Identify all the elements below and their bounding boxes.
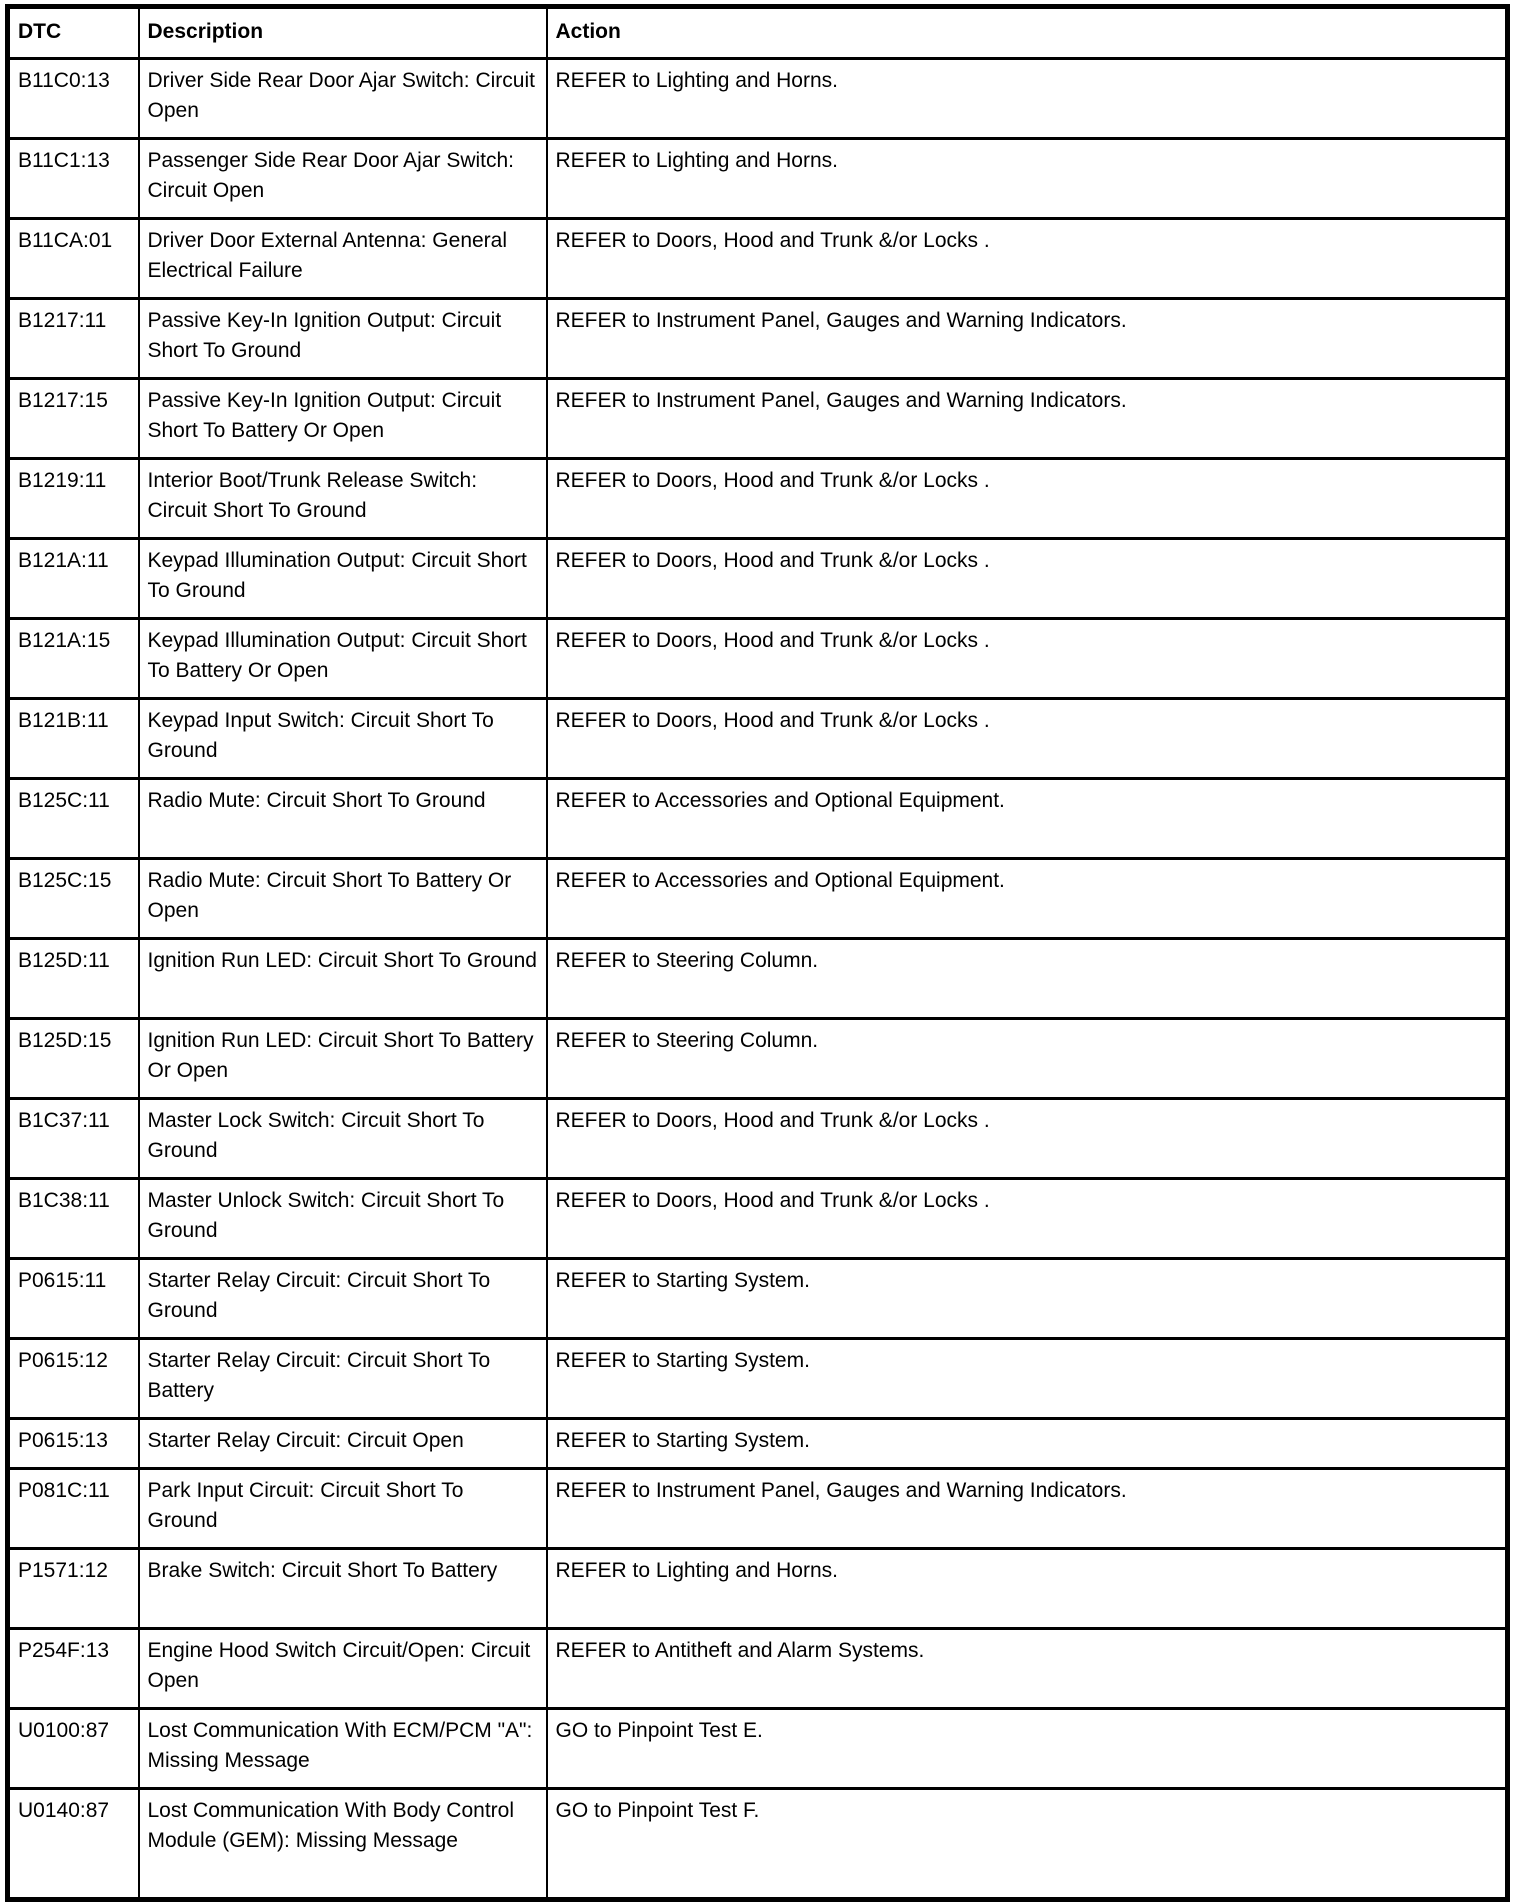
cell-description: Interior Boot/Trunk Release Switch: Circuit Short To Ground: [139, 459, 547, 539]
table-row: [8, 1339, 1508, 1419]
cell-action: REFER to Doors, Hood and Trunk &/or Locks .: [547, 459, 1508, 539]
cell-description: Keypad Illumination Output: Circuit Short To Ground: [139, 539, 547, 619]
cell-description: Passenger Side Rear Door Ajar Switch: Circuit Open: [139, 139, 547, 219]
cell-action: REFER to Accessories and Optional Equipment.: [547, 779, 1508, 859]
cell-description: Lost Communication With Body Control Module (GEM): Missing Message: [139, 1789, 547, 1900]
cell-dtc: B1C38:11: [8, 1179, 139, 1259]
table-row: [8, 539, 1508, 619]
cell-dtc: P1571:12: [8, 1549, 139, 1629]
table-row: [8, 939, 1508, 1019]
cell-dtc: B125C:15: [8, 859, 139, 939]
cell-dtc: B11C1:13: [8, 139, 139, 219]
table-row: [8, 1629, 1508, 1709]
cell-action: REFER to Accessories and Optional Equipment.: [547, 859, 1508, 939]
cell-dtc: B125D:15: [8, 1019, 139, 1099]
cell-description: Radio Mute: Circuit Short To Ground: [139, 779, 547, 859]
cell-dtc: B1217:15: [8, 379, 139, 459]
cell-action: REFER to Doors, Hood and Trunk &/or Locks .: [547, 699, 1508, 779]
cell-action: REFER to Instrument Panel, Gauges and Warning Indicators.: [547, 299, 1508, 379]
cell-description: Passive Key-In Ignition Output: Circuit Short To Battery Or Open: [139, 379, 547, 459]
cell-dtc: P0615:13: [8, 1419, 139, 1469]
cell-description: Driver Side Rear Door Ajar Switch: Circuit Open: [139, 59, 547, 139]
table-row: [8, 1469, 1508, 1549]
cell-action: REFER to Doors, Hood and Trunk &/or Locks .: [547, 1099, 1508, 1179]
cell-description: Ignition Run LED: Circuit Short To Battery Or Open: [139, 1019, 547, 1099]
table-row: [8, 619, 1508, 699]
table-row: [8, 1019, 1508, 1099]
cell-action: REFER to Lighting and Horns.: [547, 1549, 1508, 1629]
cell-action: REFER to Starting System.: [547, 1259, 1508, 1339]
cell-dtc: P0615:12: [8, 1339, 139, 1419]
cell-action: REFER to Steering Column.: [547, 939, 1508, 1019]
cell-action: REFER to Lighting and Horns.: [547, 59, 1508, 139]
table-row: [8, 379, 1508, 459]
cell-action: GO to Pinpoint Test E.: [547, 1709, 1508, 1789]
cell-action: REFER to Lighting and Horns.: [547, 139, 1508, 219]
table-row: [8, 1709, 1508, 1789]
header-row: [8, 7, 1508, 59]
table-row: [8, 459, 1508, 539]
cell-description: Ignition Run LED: Circuit Short To Ground: [139, 939, 547, 1019]
cell-dtc: B121A:15: [8, 619, 139, 699]
header-dtc: DTC: [8, 7, 139, 59]
cell-description: Brake Switch: Circuit Short To Battery: [139, 1549, 547, 1629]
cell-description: Master Lock Switch: Circuit Short To Ground: [139, 1099, 547, 1179]
cell-dtc: B121A:11: [8, 539, 139, 619]
cell-dtc: B1219:11: [8, 459, 139, 539]
cell-description: Keypad Input Switch: Circuit Short To Ground: [139, 699, 547, 779]
header-description: Description: [139, 7, 547, 59]
cell-description: Park Input Circuit: Circuit Short To Ground: [139, 1469, 547, 1549]
table-row: [8, 139, 1508, 219]
cell-action: GO to Pinpoint Test F.: [547, 1789, 1508, 1900]
table-row: [8, 299, 1508, 379]
cell-action: REFER to Doors, Hood and Trunk &/or Locks .: [547, 539, 1508, 619]
table-row: [8, 859, 1508, 939]
cell-action: REFER to Antitheft and Alarm Systems.: [547, 1629, 1508, 1709]
cell-dtc: B1C37:11: [8, 1099, 139, 1179]
table-row: [8, 219, 1508, 299]
dtc-table: [5, 4, 1510, 1902]
cell-dtc: B1217:11: [8, 299, 139, 379]
cell-description: Starter Relay Circuit: Circuit Short To Ground: [139, 1259, 547, 1339]
cell-dtc: P081C:11: [8, 1469, 139, 1549]
cell-dtc: U0100:87: [8, 1709, 139, 1789]
cell-description: Passive Key-In Ignition Output: Circuit Short To Ground: [139, 299, 547, 379]
cell-description: Starter Relay Circuit: Circuit Short To Battery: [139, 1339, 547, 1419]
cell-dtc: P0615:11: [8, 1259, 139, 1339]
cell-dtc: U0140:87: [8, 1789, 139, 1900]
cell-dtc: P254F:13: [8, 1629, 139, 1709]
cell-dtc: B121B:11: [8, 699, 139, 779]
table-row: [8, 1419, 1508, 1469]
table-row: [8, 1099, 1508, 1179]
table-row: [8, 699, 1508, 779]
cell-action: REFER to Doors, Hood and Trunk &/or Locks .: [547, 1179, 1508, 1259]
cell-action: REFER to Starting System.: [547, 1419, 1508, 1469]
cell-description: Driver Door External Antenna: General Electrical Failure: [139, 219, 547, 299]
cell-description: Lost Communication With ECM/PCM "A": Missing Message: [139, 1709, 547, 1789]
cell-dtc: B11C0:13: [8, 59, 139, 139]
table-row: [8, 59, 1508, 139]
cell-dtc: B125D:11: [8, 939, 139, 1019]
cell-description: Engine Hood Switch Circuit/Open: Circuit Open: [139, 1629, 547, 1709]
cell-action: REFER to Instrument Panel, Gauges and Warning Indicators.: [547, 379, 1508, 459]
table-row: [8, 1789, 1508, 1900]
cell-action: REFER to Doors, Hood and Trunk &/or Locks .: [547, 619, 1508, 699]
cell-description: Radio Mute: Circuit Short To Battery Or Open: [139, 859, 547, 939]
cell-description: Master Unlock Switch: Circuit Short To Ground: [139, 1179, 547, 1259]
cell-action: REFER to Starting System.: [547, 1339, 1508, 1419]
table-row: [8, 1259, 1508, 1339]
table-row: [8, 1549, 1508, 1629]
cell-description: Starter Relay Circuit: Circuit Open: [139, 1419, 547, 1469]
table-row: [8, 779, 1508, 859]
cell-action: REFER to Instrument Panel, Gauges and Warning Indicators.: [547, 1469, 1508, 1549]
cell-action: REFER to Doors, Hood and Trunk &/or Locks .: [547, 219, 1508, 299]
cell-dtc: B125C:11: [8, 779, 139, 859]
cell-action: REFER to Steering Column.: [547, 1019, 1508, 1099]
table-row: [8, 1179, 1508, 1259]
cell-dtc: B11CA:01: [8, 219, 139, 299]
header-action: Action: [547, 7, 1508, 59]
cell-description: Keypad Illumination Output: Circuit Short To Battery Or Open: [139, 619, 547, 699]
